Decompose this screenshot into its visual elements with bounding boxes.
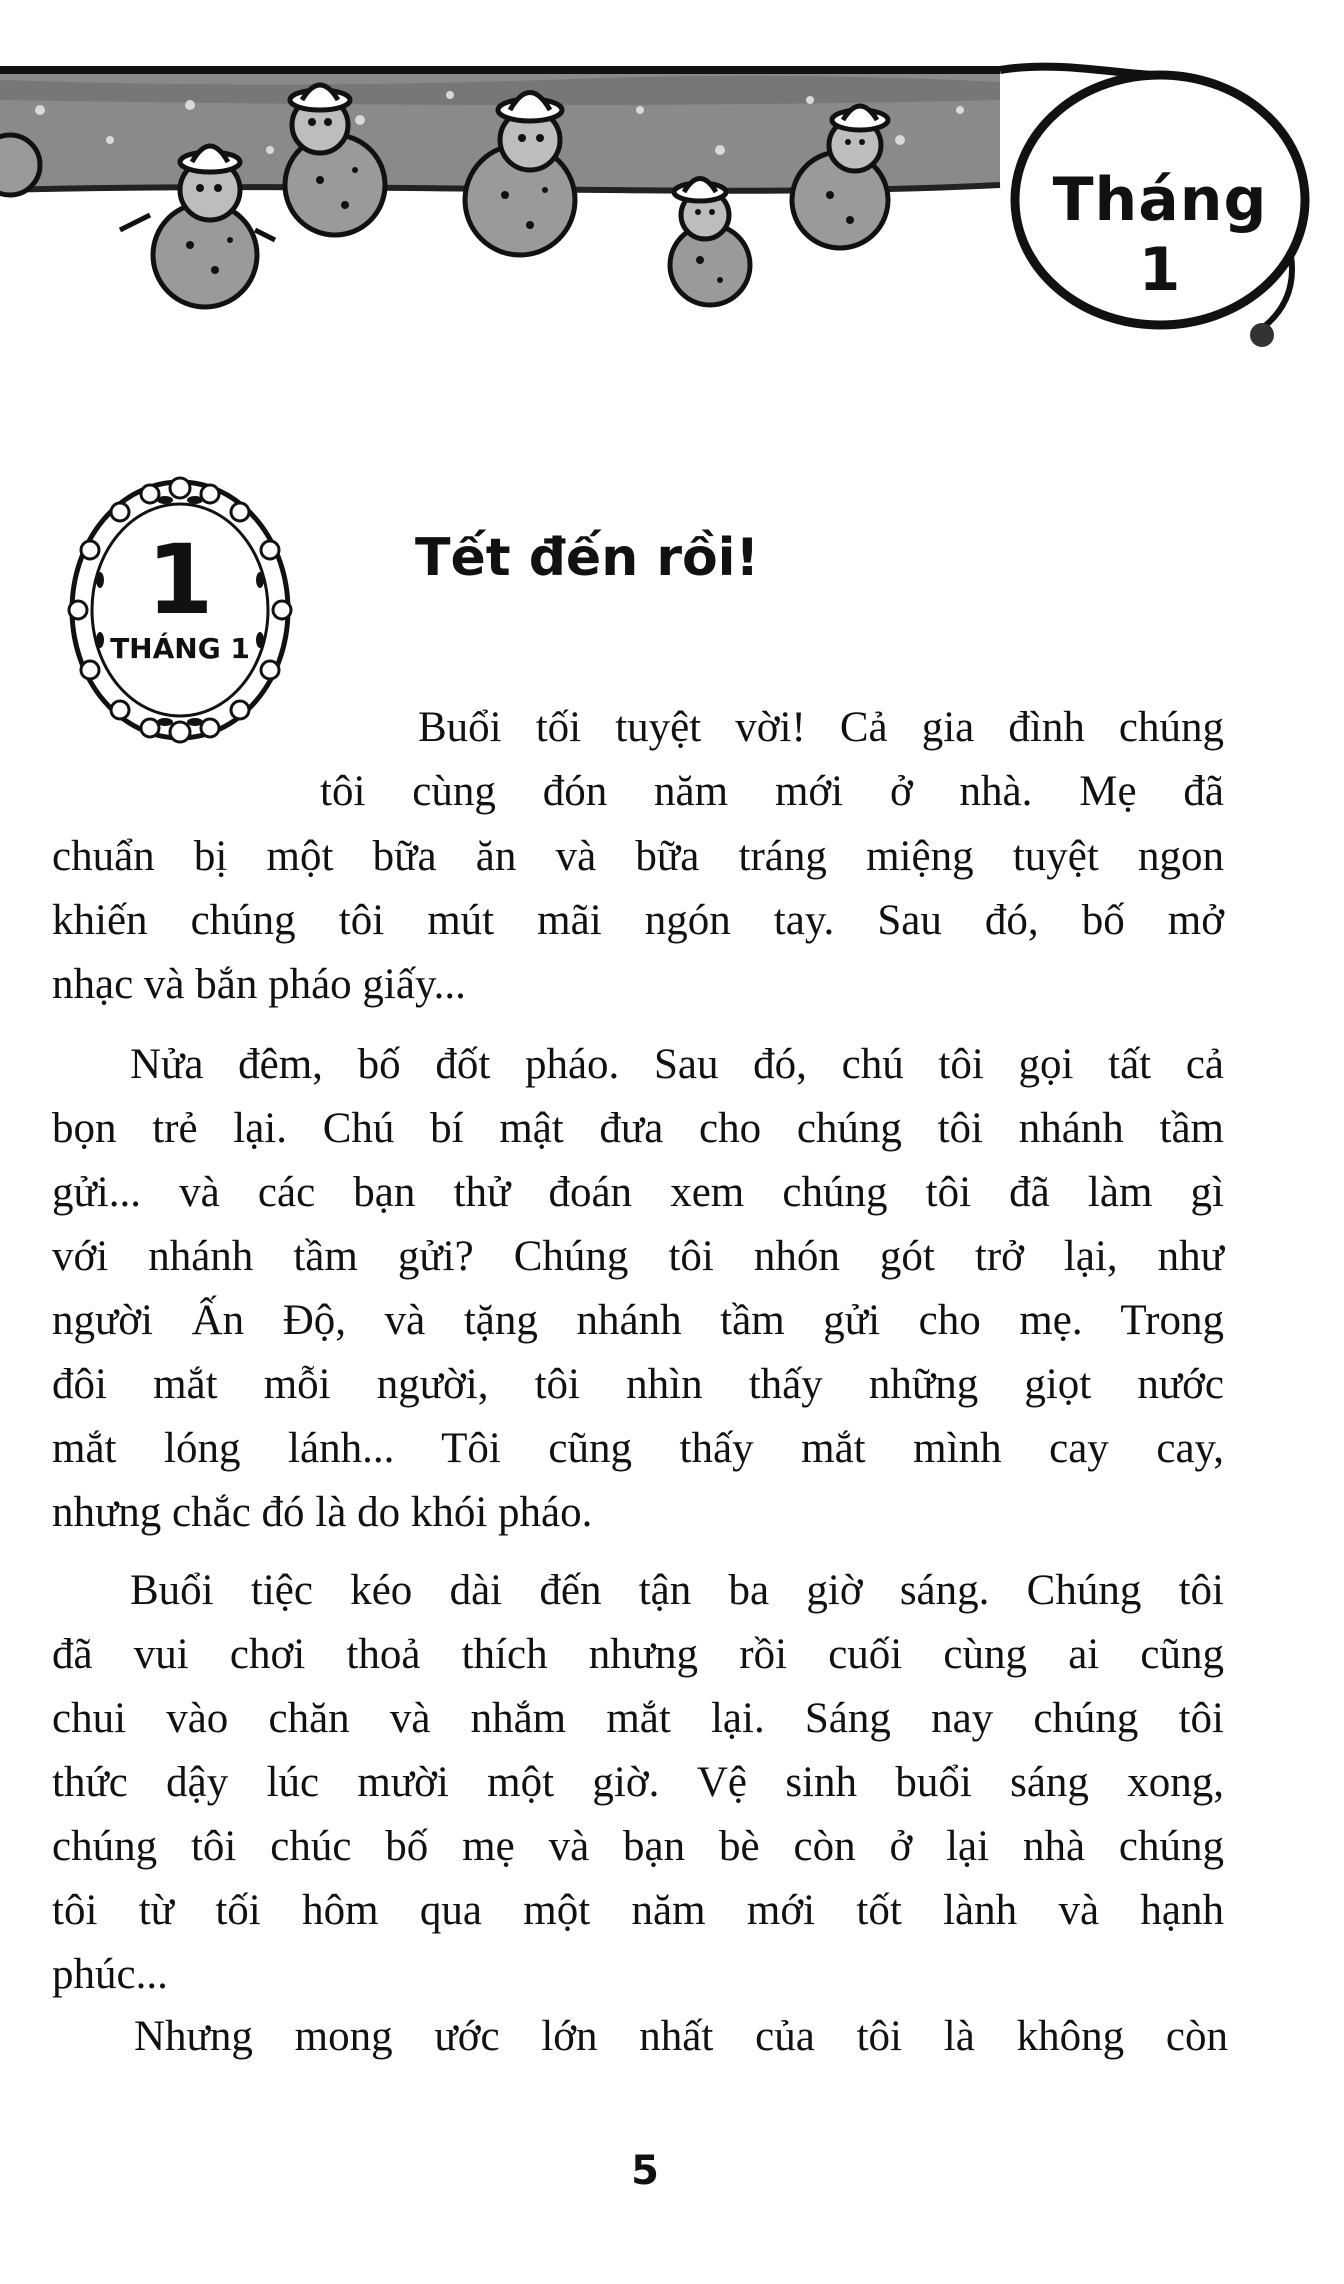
calendar-month-label: THÁNG 1: [110, 632, 250, 665]
body-line: tôi cùng đón năm mới ở nhà. Mẹ đã: [320, 768, 1224, 815]
body-line: khiến chúng tôi mút mãi ngón tay. Sau đó, bố mở: [52, 897, 1224, 944]
body-line: gửi... và các bạn thử đoán xem chúng tôi đã làm gì: [52, 1169, 1224, 1216]
page-number: 5: [631, 2148, 659, 2194]
body-line: Buổi tiệc kéo dài đến tận ba giờ sáng. Chúng tôi: [130, 1567, 1224, 1614]
body-line: chui vào chăn và nhắm mắt lại. Sáng nay chúng tôi: [52, 1695, 1224, 1742]
header-banner: [0, 0, 1344, 380]
body-line: nhưng chắc đó là do khói pháo.: [52, 1489, 593, 1536]
calendar-wreath: [60, 470, 300, 750]
body-line: chúng tôi chúc bố mẹ và bạn bè còn ở lại nhà chúng: [52, 1823, 1224, 1870]
body-line: đã vui chơi thoả thích nhưng rồi cuối cùng ai cũng: [52, 1631, 1224, 1678]
body-line: người Ấn Độ, và tặng nhánh tầm gửi cho mẹ. Trong: [52, 1297, 1224, 1344]
body-line: Buổi tối tuyệt vời! Cả gia đình chúng: [418, 704, 1224, 751]
body-line: chuẩn bị một bữa ăn và bữa tráng miệng tuyệt ngon: [52, 833, 1224, 880]
month-badge-label: Tháng 1: [1052, 165, 1268, 305]
body-line: với nhánh tầm gửi? Chúng tôi nhón gót trở lại, như: [52, 1233, 1224, 1280]
body-line: bọn trẻ lại. Chú bí mật đưa cho chúng tôi nhánh tầm: [52, 1105, 1224, 1152]
body-line: phúc...: [52, 1951, 168, 1998]
body-line: mắt lóng lánh... Tôi cũng thấy mắt mình cay cay,: [52, 1425, 1224, 1472]
body-line: nhạc và bắn pháo giấy...: [52, 961, 466, 1008]
body-line: Nhưng mong ước lớn nhất của tôi là không còn: [134, 2013, 1228, 2060]
chapter-title: Tết đến rồi!: [415, 528, 760, 588]
calendar-day-number: 1: [146, 524, 214, 636]
body-line: Nửa đêm, bố đốt pháo. Sau đó, chú tôi gọi tất cả: [130, 1041, 1224, 1088]
body-line: thức dậy lúc mười một giờ. Vệ sinh buổi sáng xong,: [52, 1759, 1224, 1806]
body-line: tôi từ tối hôm qua một năm mới tốt lành và hạnh: [52, 1887, 1224, 1934]
body-line: đôi mắt mỗi người, tôi nhìn thấy những giọt nước: [52, 1361, 1224, 1408]
